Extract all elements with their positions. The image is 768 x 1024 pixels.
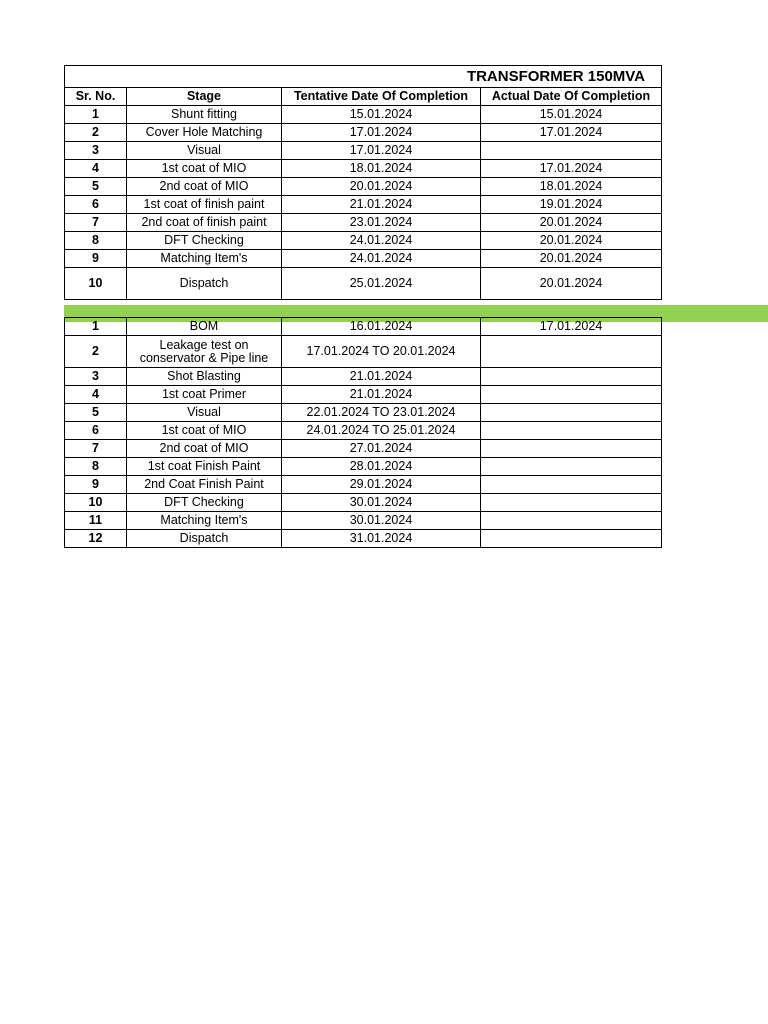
table-row	[65, 458, 662, 476]
stage-cell: Visual	[127, 404, 282, 422]
table-row	[65, 476, 662, 494]
sr-no-cell: 12	[65, 530, 127, 548]
tentative-date-cell: 27.01.2024	[282, 440, 481, 458]
tentative-date-cell: 30.01.2024	[282, 494, 481, 512]
actual-date-cell: 15.01.2024	[481, 106, 662, 124]
tentative-date-cell: 18.01.2024	[282, 160, 481, 178]
stage-cell: 1st coat of MIO	[127, 160, 282, 178]
actual-date-cell: 20.01.2024	[481, 232, 662, 250]
stage-cell: Visual	[127, 142, 282, 160]
tentative-date-cell: 31.01.2024	[282, 530, 481, 548]
stage-cell: 1st coat Finish Paint	[127, 458, 282, 476]
table-row	[65, 142, 662, 160]
table-row	[65, 422, 662, 440]
actual-date-cell	[481, 368, 662, 386]
actual-date-cell	[481, 458, 662, 476]
table-row	[65, 250, 662, 268]
actual-date-cell	[481, 476, 662, 494]
tentative-date-cell: 24.01.2024	[282, 250, 481, 268]
stage-cell: DFT Checking	[127, 232, 282, 250]
table-row	[65, 124, 662, 142]
sr-no-cell: 5	[65, 404, 127, 422]
stage-cell: 2nd Coat Finish Paint	[127, 476, 282, 494]
actual-date-cell: 17.01.2024	[481, 160, 662, 178]
sr-no-cell: 8	[65, 232, 127, 250]
table-row	[65, 106, 662, 124]
stage-cell: Leakage test on conservator & Pipe line	[127, 336, 282, 368]
stage-cell: Cover Hole Matching	[127, 124, 282, 142]
schedule-table	[64, 65, 662, 548]
stage-cell: Matching Item's	[127, 250, 282, 268]
actual-date-cell	[481, 494, 662, 512]
table-row	[65, 178, 662, 196]
sr-no-cell: 9	[65, 476, 127, 494]
sr-no-cell: 9	[65, 250, 127, 268]
sr-no-cell: 11	[65, 512, 127, 530]
stage-cell: Dispatch	[127, 530, 282, 548]
sr-no-cell: 6	[65, 196, 127, 214]
actual-date-cell	[481, 404, 662, 422]
tentative-date-cell: 17.01.2024	[282, 142, 481, 160]
tentative-date-cell: 17.01.2024 TO 20.01.2024	[282, 336, 481, 368]
header-tentative-date: Tentative Date Of Completion	[282, 88, 481, 106]
table-row	[65, 368, 662, 386]
sr-no-cell: 2	[65, 336, 127, 368]
table-row	[65, 386, 662, 404]
title-cell	[65, 66, 662, 88]
actual-date-cell: 20.01.2024	[481, 214, 662, 232]
tentative-date-cell: 22.01.2024 TO 23.01.2024	[282, 404, 481, 422]
sr-no-cell: 6	[65, 422, 127, 440]
tentative-date-cell: 17.01.2024	[282, 124, 481, 142]
tentative-date-cell: 23.01.2024	[282, 214, 481, 232]
tentative-date-cell: 30.01.2024	[282, 512, 481, 530]
sr-no-cell: 10	[65, 494, 127, 512]
header-row	[65, 88, 662, 106]
sr-no-cell: 3	[65, 368, 127, 386]
stage-cell: Dispatch	[127, 268, 282, 300]
actual-date-cell	[481, 336, 662, 368]
stage-cell: Shunt fitting	[127, 106, 282, 124]
table-row	[65, 232, 662, 250]
section-1-rows	[65, 106, 662, 300]
stage-cell: 1st coat Primer	[127, 386, 282, 404]
actual-date-cell: 20.01.2024	[481, 268, 662, 300]
table-row	[65, 214, 662, 232]
tentative-date-cell: 28.01.2024	[282, 458, 481, 476]
sr-no-cell: 3	[65, 142, 127, 160]
actual-date-cell	[481, 440, 662, 458]
tentative-date-cell: 24.01.2024	[282, 232, 481, 250]
actual-date-cell	[481, 530, 662, 548]
tentative-date-cell: 21.01.2024	[282, 196, 481, 214]
sr-no-cell: 10	[65, 268, 127, 300]
actual-date-cell: 19.01.2024	[481, 196, 662, 214]
sr-no-cell: 1	[65, 106, 127, 124]
actual-date-cell: 17.01.2024	[481, 124, 662, 142]
table-row	[65, 404, 662, 422]
table-row	[65, 530, 662, 548]
schedule-sheet	[64, 65, 661, 548]
actual-date-cell	[481, 422, 662, 440]
stage-cell: 2nd coat of finish paint	[127, 214, 282, 232]
stage-cell: DFT Checking	[127, 494, 282, 512]
sr-no-cell: 8	[65, 458, 127, 476]
stage-cell: 2nd coat of MIO	[127, 178, 282, 196]
sr-no-cell: 2	[65, 124, 127, 142]
tentative-date-cell: 24.01.2024 TO 25.01.2024	[282, 422, 481, 440]
stage-cell: 2nd coat of MIO	[127, 440, 282, 458]
actual-date-cell: 17.01.2024	[481, 318, 662, 336]
header-stage: Stage	[127, 88, 282, 106]
header-sr-no: Sr. No.	[65, 88, 127, 106]
page-title: TRANSFORMER 150MVA	[466, 68, 646, 85]
table-row	[65, 196, 662, 214]
table-row	[65, 268, 662, 300]
actual-date-cell	[481, 512, 662, 530]
header-actual-date: Actual Date Of Completion	[481, 88, 662, 106]
table-row	[65, 160, 662, 178]
sr-no-cell: 4	[65, 160, 127, 178]
table-row	[65, 336, 662, 368]
sr-no-cell: 7	[65, 440, 127, 458]
table-row	[65, 440, 662, 458]
tentative-date-cell: 21.01.2024	[282, 386, 481, 404]
stage-cell: Matching Item's	[127, 512, 282, 530]
actual-date-cell: 20.01.2024	[481, 250, 662, 268]
tentative-date-cell: 21.01.2024	[282, 368, 481, 386]
table-row	[65, 318, 662, 336]
section-2-rows	[65, 318, 662, 548]
table-row	[65, 512, 662, 530]
actual-date-cell: 18.01.2024	[481, 178, 662, 196]
tentative-date-cell: 29.01.2024	[282, 476, 481, 494]
tentative-date-cell: 16.01.2024	[282, 318, 481, 336]
stage-cell: 1st coat of finish paint	[127, 196, 282, 214]
stage-cell: 1st coat of MIO	[127, 422, 282, 440]
tentative-date-cell: 20.01.2024	[282, 178, 481, 196]
actual-date-cell	[481, 386, 662, 404]
separator-row	[65, 300, 662, 318]
sr-no-cell: 7	[65, 214, 127, 232]
tentative-date-cell: 15.01.2024	[282, 106, 481, 124]
sr-no-cell: 5	[65, 178, 127, 196]
stage-cell: BOM	[127, 318, 282, 336]
tentative-date-cell: 25.01.2024	[282, 268, 481, 300]
sr-no-cell: 1	[65, 318, 127, 336]
actual-date-cell	[481, 142, 662, 160]
stage-cell: Shot Blasting	[127, 368, 282, 386]
table-row	[65, 494, 662, 512]
sr-no-cell: 4	[65, 386, 127, 404]
